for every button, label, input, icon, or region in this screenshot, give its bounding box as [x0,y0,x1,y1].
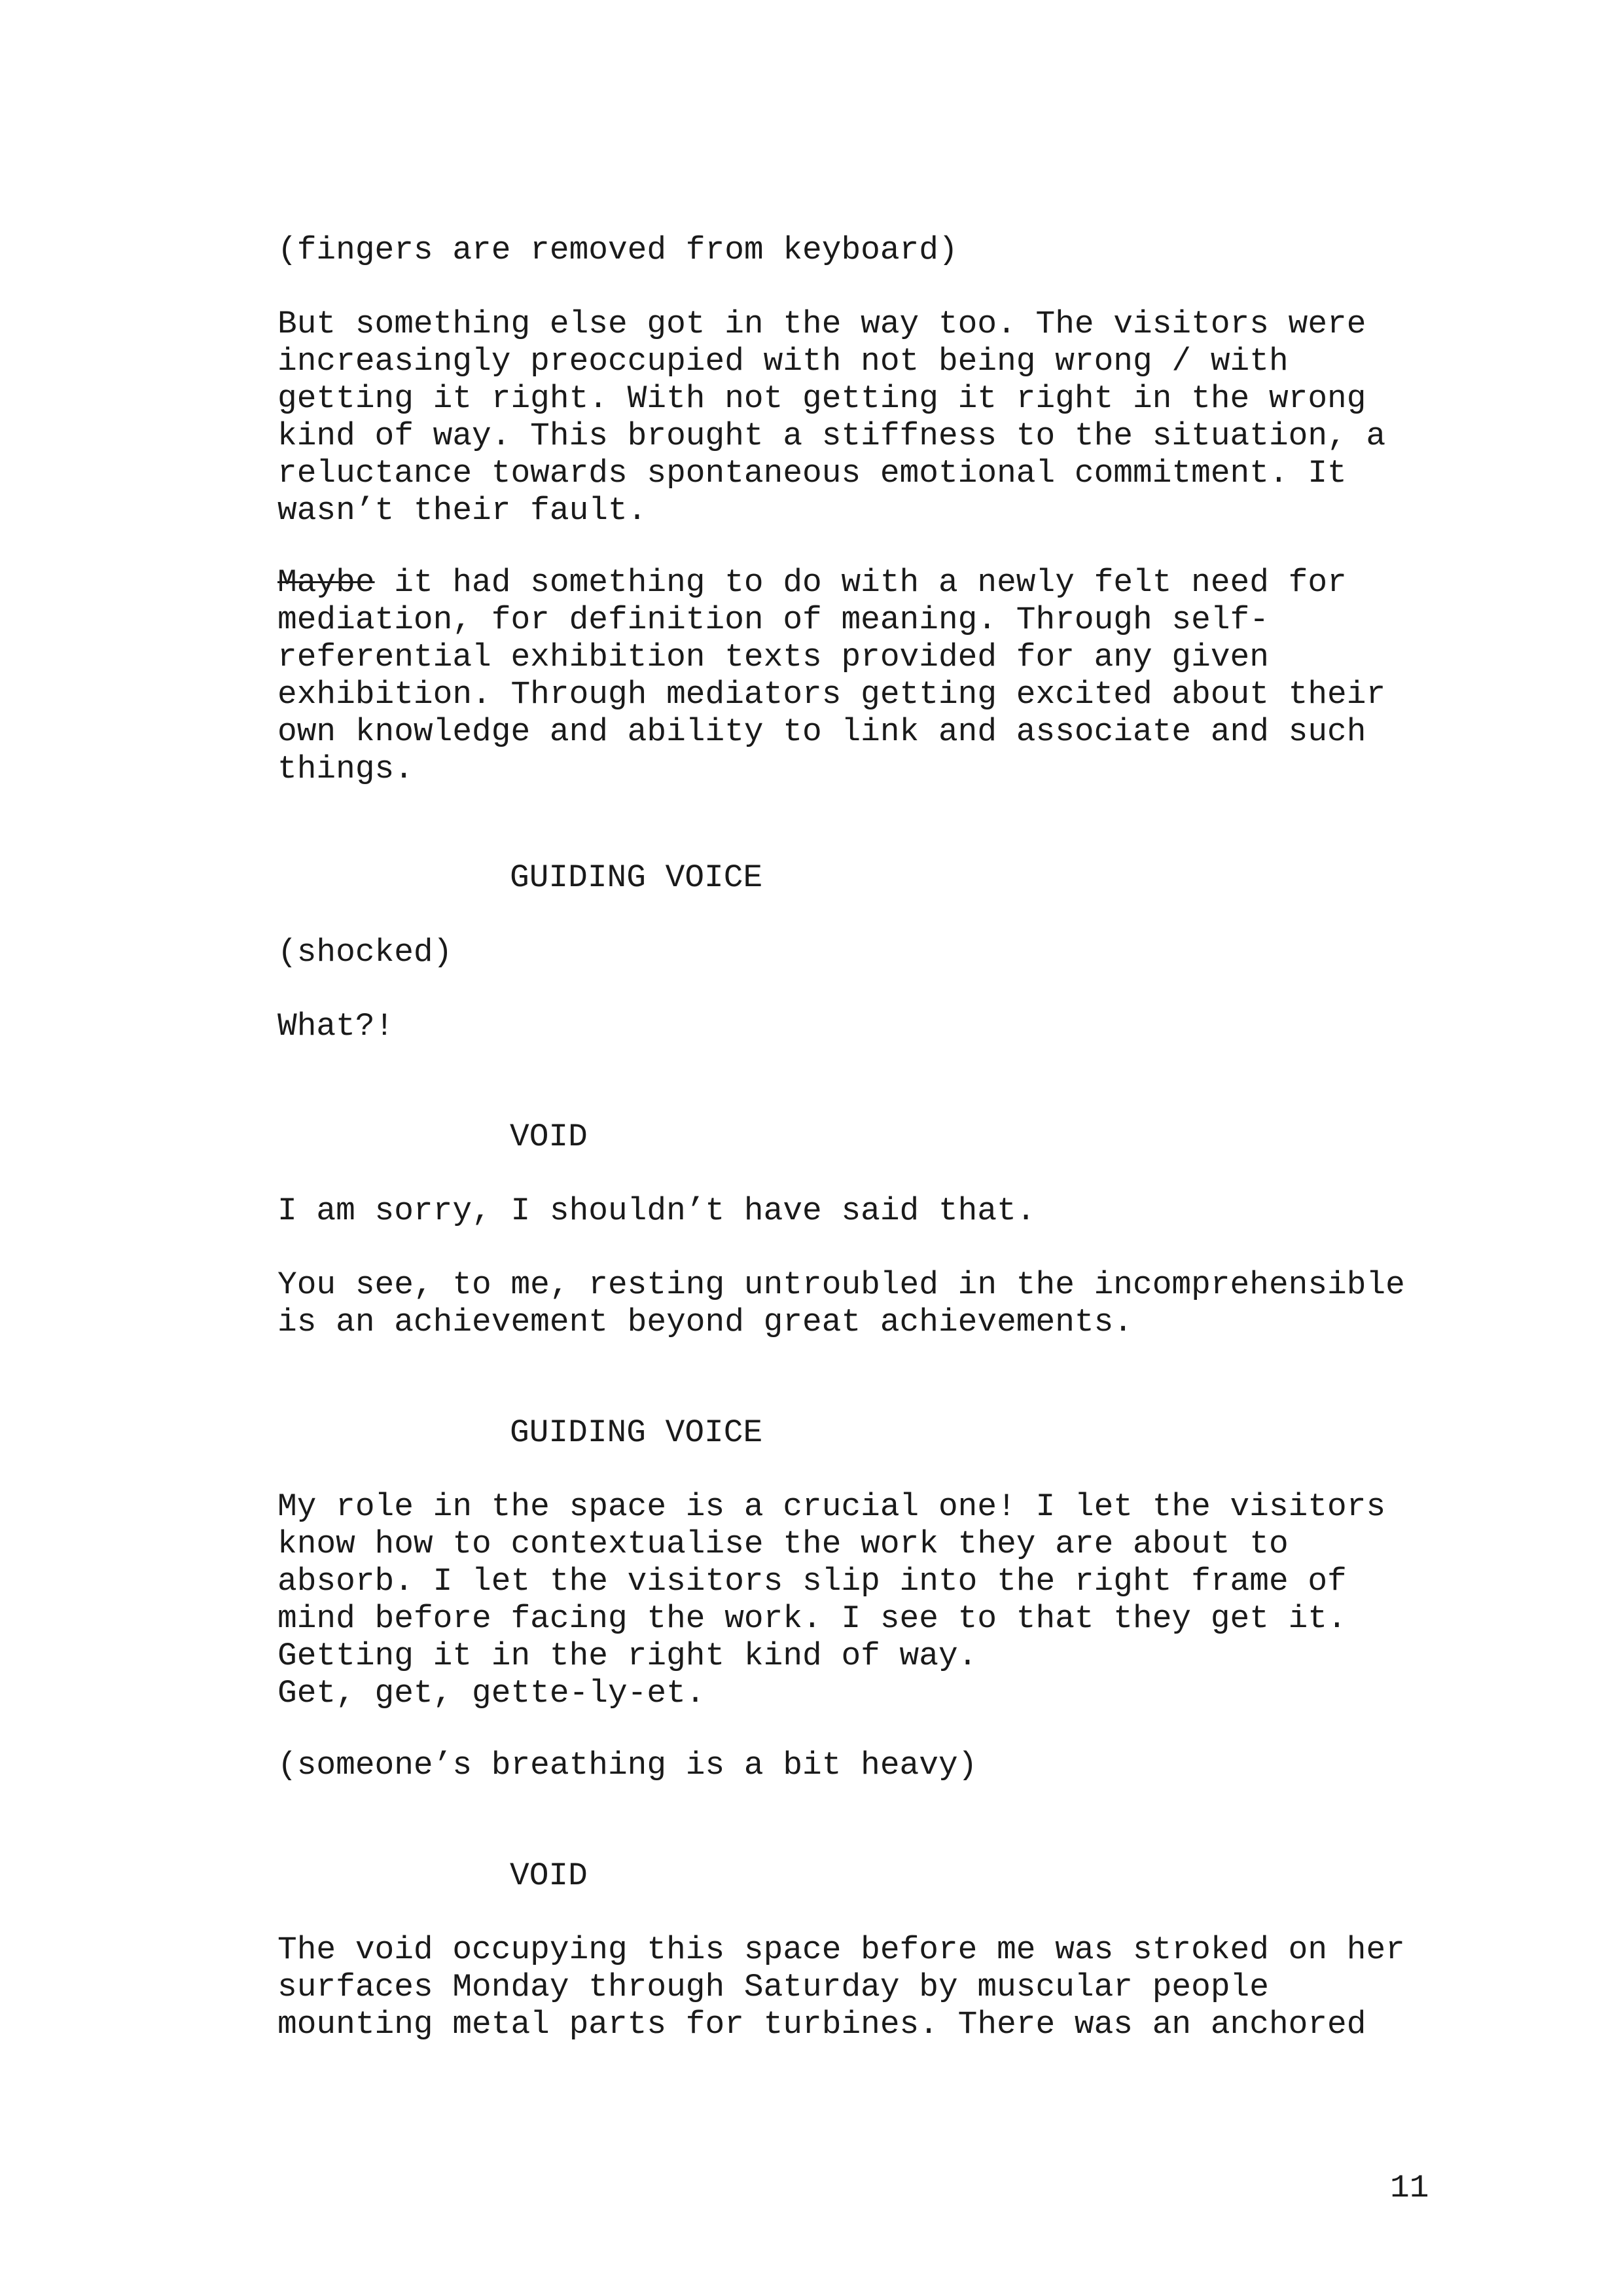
text-line: reluctance towards spontaneous emotional commitment. It [277,455,1347,492]
text-line: My role in the space is a crucial one! I let the visitors [277,1488,1386,1525]
struck-word: Maybe [277,564,375,601]
text-line: wasn’t their fault. [277,492,647,529]
dialogue-paragraph [277,1488,1385,1712]
text-line: mediation, for definition of meaning. Through self- [277,601,1269,638]
text-line: kind of way. This brought a stiffness to the situation, a [277,418,1386,454]
text-line: own knowledge and ability to link and associate and such [277,713,1366,750]
stage-direction: (fingers are removed from keyboard) [277,232,958,268]
dialogue-paragraph [277,306,1385,529]
text-line: Getting it in the right kind of way. [277,1638,978,1674]
text-line: The void occupying this space before me was stroked on her [277,1931,1405,1968]
text-line: getting it right. With not getting it right in the wrong [277,380,1366,417]
text-line: is an achievement beyond great achievements. [277,1304,1133,1340]
text-line: absorb. I let the visitors slip into the right frame of [277,1563,1347,1600]
page-number: 11 [1390,2170,1429,2206]
text-line: exhibition. Through mediators getting excited about their [277,676,1386,713]
text-line: things. [277,751,414,787]
text-fragment: it had something to do with a newly felt need for [374,564,1347,601]
text-line: But something else got in the way too. The visitors were [277,306,1366,342]
text-line: Get, get, gette-ly-et. [277,1675,705,1712]
text-line [277,564,1385,601]
text-line: You see, to me, resting untroubled in the incomprehensible [277,1266,1405,1303]
dialogue-line: What?! [277,1008,395,1045]
speaker-name: VOID [510,1857,588,1894]
speaker-name: GUIDING VOICE [510,859,763,896]
text-line: mind before facing the work. I see to that they get it. [277,1600,1347,1637]
speaker-name: GUIDING VOICE [510,1414,763,1451]
speaker-name: VOID [510,1119,588,1155]
stage-direction: (someone’s breathing is a bit heavy) [277,1747,978,1784]
dialogue-paragraph [277,564,1385,788]
text-line: referential exhibition texts provided for any given [277,639,1269,675]
dialogue-paragraph [277,1266,1405,1341]
text-line: increasingly preoccupied with not being wrong / with [277,343,1289,380]
dialogue-paragraph [277,1931,1405,2043]
text-line: mounting metal parts for turbines. There was an anchored [277,2006,1366,2043]
text-line: surfaces Monday through Saturday by muscular people [277,1969,1269,2005]
stage-direction: (shocked) [277,934,453,971]
dialogue-line: I am sorry, I shouldn’t have said that. [277,1193,1036,1229]
text-line: know how to contextualise the work they are about to [277,1526,1289,1562]
